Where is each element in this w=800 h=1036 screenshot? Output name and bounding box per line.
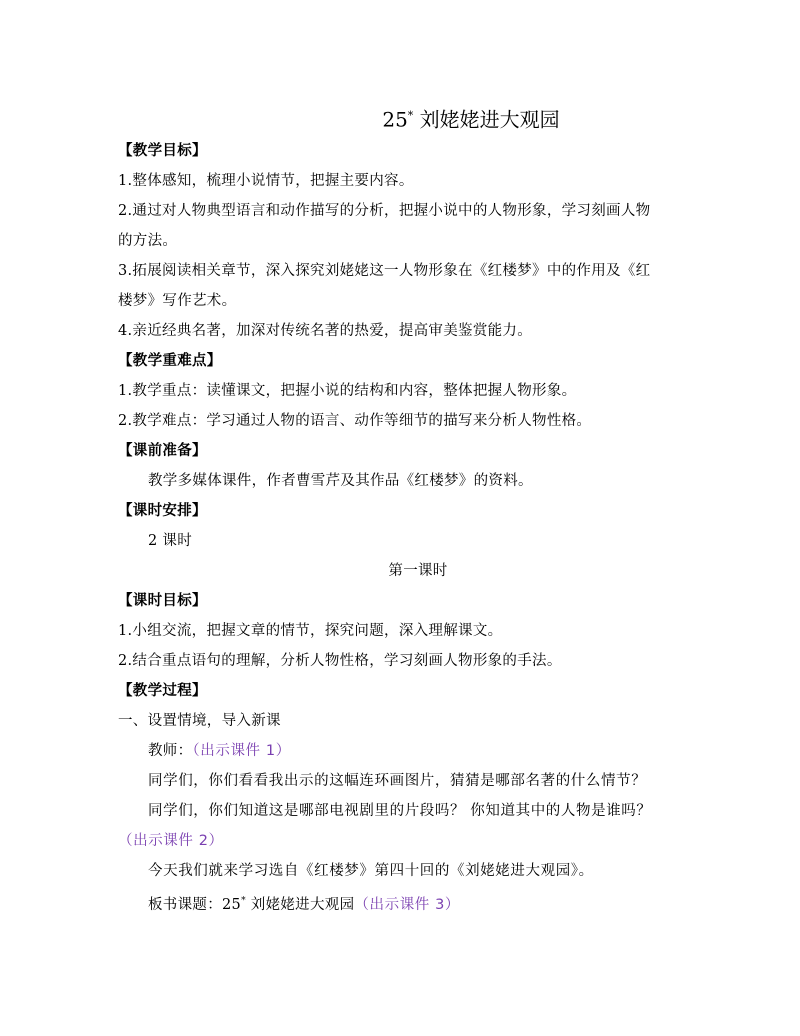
goal-2-line-1: 2.通过对人物典型语言和动作描写的分析，把握小说中的人物形象，学习刻画人物: [118, 203, 651, 219]
board-title-line: [118, 886, 718, 916]
board-asterisk: *: [241, 896, 246, 906]
heading-schedule: 【课时安排】: [118, 502, 207, 519]
slide-cue-2: （出示课件 2）: [118, 833, 224, 849]
goal-3-line-1: 3.拓展阅读相关章节，深入探究刘姥姥这一人物形象在《红楼梦》中的作用及《红: [118, 263, 651, 279]
lesson-plan-page: [118, 100, 718, 916]
teacher-label: 教师：: [148, 743, 193, 759]
heading-teaching-goals: 【教学目标】: [118, 142, 207, 159]
goal-2-line-2: 的方法。: [118, 233, 178, 249]
board-label: 板书课题：25: [148, 896, 242, 913]
teacher-line: [118, 736, 718, 766]
title-asterisk: *: [407, 109, 414, 122]
goal-3-line-2: 楼梦》写作艺术。: [118, 293, 237, 309]
lesson-one-title: 第一课时: [388, 563, 448, 579]
slide-cue-3: （出示课件 3）: [354, 896, 461, 913]
question-1: 同学们，你们看看我出示的这幅连环画图片，猜猜是哪部名著的什么情节？: [148, 773, 647, 789]
slide-cue-1: （出示课件 1）: [192, 743, 291, 759]
key-point-2: 2.教学难点：学习通过人物的语言、动作等细节的描写来分析人物性格。: [118, 413, 592, 429]
intro-text: 今天我们就来学习选自《红楼梦》第四十回的《刘姥姥进大观园》。: [148, 863, 594, 879]
key-point-1: 1.教学重点：读懂课文，把握小说的结构和内容，整体把握人物形象。: [118, 383, 577, 399]
board-title: 刘姥姥进大观园: [245, 896, 355, 913]
heading-lesson-goals: 【课时目标】: [118, 592, 207, 609]
schedule-text: 2 课时: [148, 533, 193, 549]
preparation-text: 教学多媒体课件，作者曹雪芹及其作品《红楼梦》的资料。: [148, 473, 533, 489]
step-one: 一、设置情境，导入新课: [118, 713, 281, 729]
lesson-goal-1: 1.小组交流，把握文章的情节，探究问题，深入理解课文。: [118, 623, 503, 639]
lesson-goal-2: 2.结合重点语句的理解，分析人物性格，学习刻画人物形象的手法。: [118, 653, 562, 669]
heading-preparation: 【课前准备】: [118, 442, 207, 459]
goal-1: 1.整体感知，梳理小说情节，把握主要内容。: [118, 173, 414, 189]
question-2: 同学们，你们知道这是哪部电视剧里的片段吗？ 你知道其中的人物是谁吗？: [148, 803, 652, 819]
goal-4: 4.亲近经典名著，加深对传统名著的热爱，提高审美鉴赏能力。: [118, 323, 533, 339]
title-text: 刘姥姥进大观园: [413, 107, 560, 132]
title-number: 25: [382, 107, 408, 132]
heading-key-points: 【教学重难点】: [118, 352, 222, 369]
heading-process: 【教学过程】: [118, 682, 207, 699]
page-title: [118, 100, 718, 132]
